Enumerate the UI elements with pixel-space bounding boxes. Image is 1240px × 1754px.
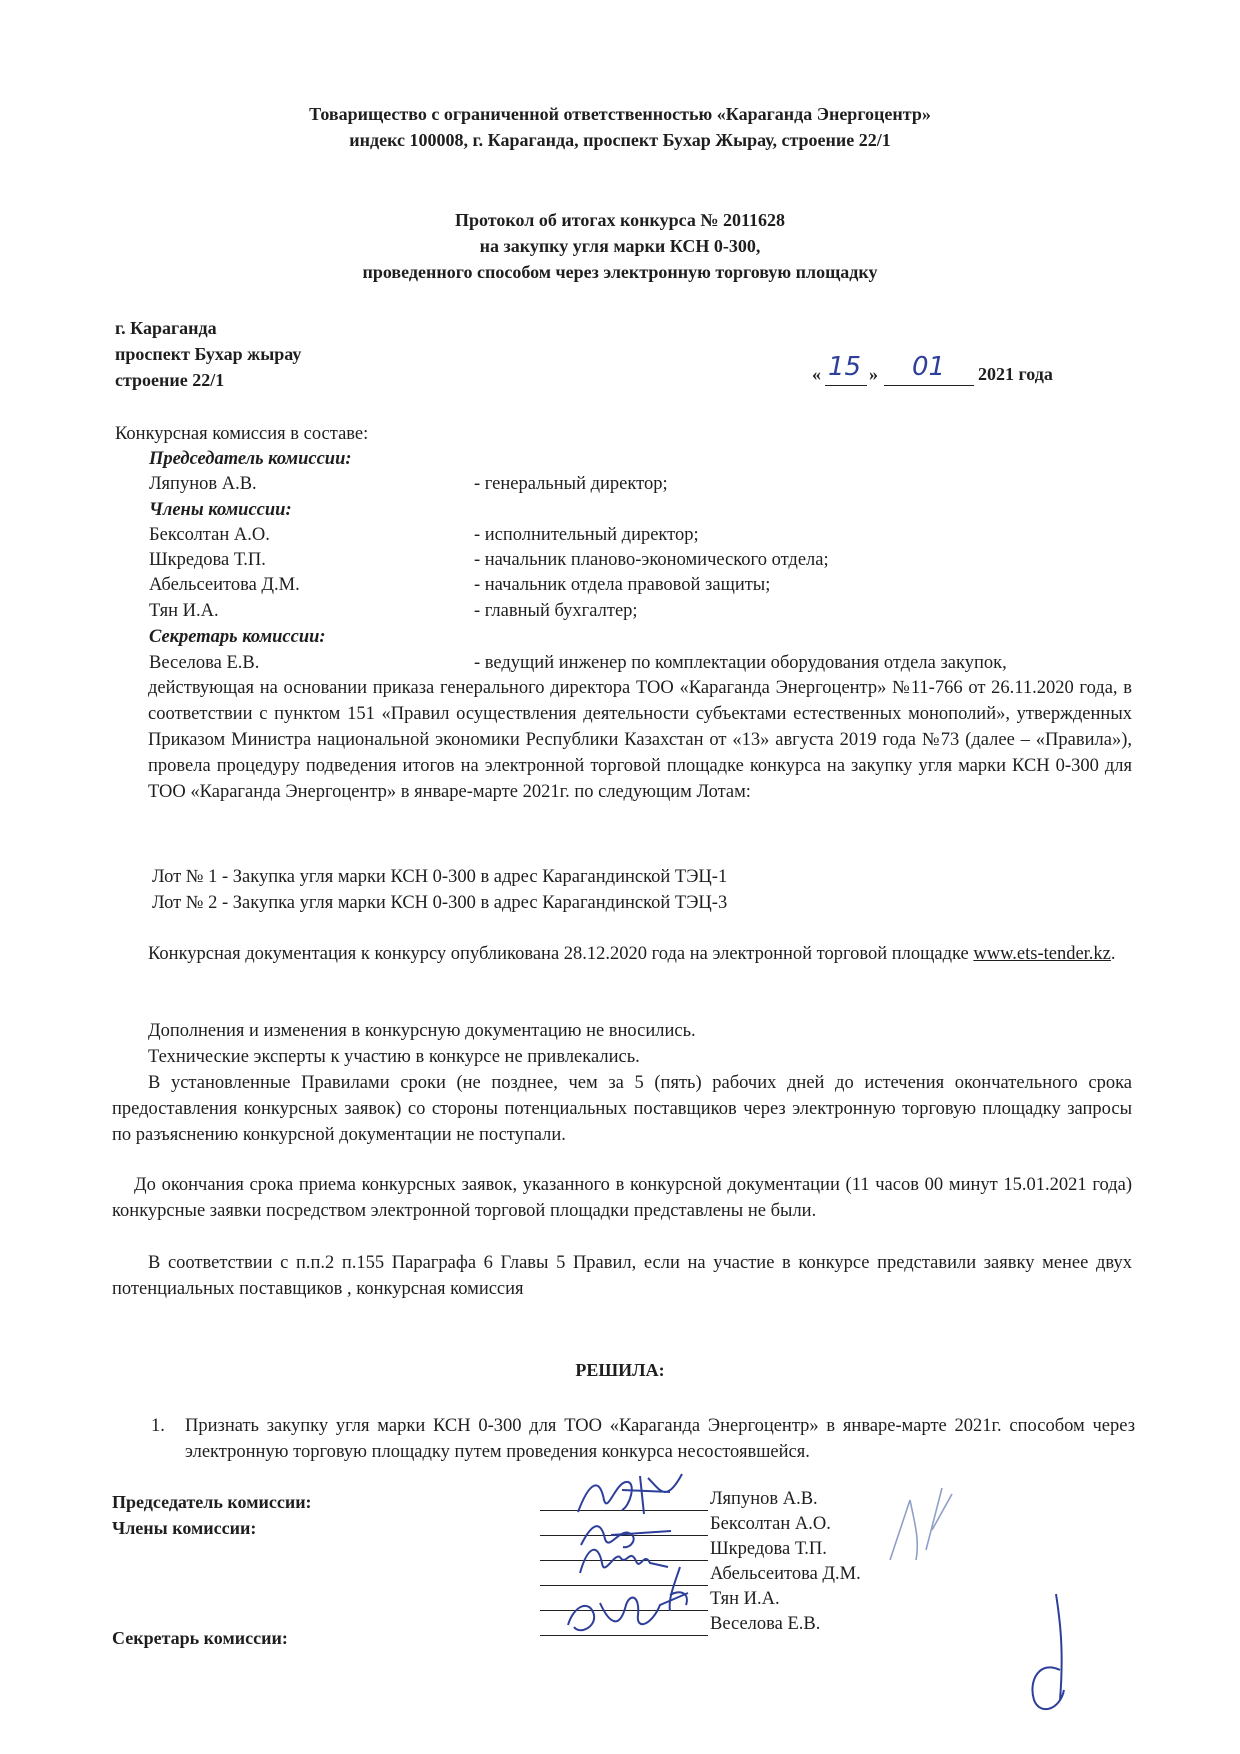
commission-intro: Конкурсная комиссия в составе: — [115, 424, 369, 444]
org-name: Товарищество с ограниченной ответственностью «Караганда Энергоцентр» — [309, 104, 931, 124]
member-role: - главный бухгалтер; — [474, 601, 638, 621]
doc-published-paragraph: Конкурсная документация к конкурсу опубликована 28.12.2020 года на электронной торговой площадке www.ets-tender.kz. — [148, 944, 1116, 964]
decision-item-number: 1. — [151, 1416, 165, 1436]
secretary-heading: Секретарь комиссии: — [149, 627, 326, 647]
date-day: 15 — [828, 352, 862, 382]
sign-chair-label: Председатель комиссии: — [112, 1492, 312, 1512]
procedure-paragraph: действующая на основании приказа генерального директора ТОО «Караганда Энергоцентр» №11-766 от 26.11.2020 года, в соответствии с пунктом 151 «Правил осуществления деятельности субъектами естественных монополий», утвержденных Приказом Министра национальной экономики Республики Казахстан от «13» августа 2019 года №73 (далее – «Правила»), провела процедуру подведения итогов на электронной торговой площадке конкурса на закупку угля марки КСН 0-300 для ТОО «Караганда Энергоцентр» в январе-марте 2021г. по следующим Лотам: — [148, 678, 1132, 802]
chair-signature-image — [570, 1470, 700, 1520]
date-year: 2021 года — [978, 364, 1053, 384]
legal-basis-paragraph: В соответствии с п.п.2 п.155 Параграфа 6 Главы 5 Правил, если на участие в конкурсе представили заявку менее двух потенциальных поставщиков , конкурсная комиссия — [112, 1253, 1132, 1299]
decision-heading: РЕШИЛА: — [575, 1360, 665, 1380]
place-street: проспект Бухар жырау — [115, 344, 302, 364]
protocol-title: Протокол об итогах конкурса № 2011628 — [455, 210, 785, 230]
signer-name: Ляпунов А.В. — [710, 1489, 818, 1509]
member-name: Бексолтан А.О. — [149, 525, 270, 545]
secretary-name: Веселова Е.В. — [149, 653, 260, 673]
org-address: индекс 100008, г. Караганда, проспект Бухар Жырау, строение 22/1 — [349, 130, 891, 150]
member-role: - исполнительный директор; — [474, 525, 699, 545]
member-role: - начальник отдела правовой защиты; — [474, 575, 771, 595]
sign-secretary-label: Секретарь комиссии: — [112, 1628, 288, 1648]
member-name: Шкредова Т.П. — [149, 550, 266, 570]
no-changes-text: Дополнения и изменения в конкурсную документацию не вносились. — [148, 1021, 696, 1041]
signer-name: Шкредова Т.П. — [710, 1539, 827, 1559]
no-experts-text: Технические эксперты к участию в конкурсе не привлекались. — [148, 1047, 640, 1067]
member-signature-image — [560, 1585, 700, 1645]
member-role: - начальник планово-экономического отдела; — [474, 550, 829, 570]
signer-name: Тян И.А. — [710, 1589, 780, 1609]
sign-members-label: Члены комиссии: — [112, 1518, 257, 1538]
secretary-initial-mark — [1020, 1590, 1090, 1720]
place-city: г. Караганда — [115, 318, 217, 338]
chair-name: Ляпунов А.В. — [149, 474, 257, 494]
date-month-underline — [884, 385, 974, 386]
protocol-method: проведенного способом через электронную торговую площадку — [362, 262, 878, 282]
signer-name: Бексолтан А.О. — [710, 1514, 831, 1534]
member-name: Тян И.А. — [149, 601, 219, 621]
tender-site-link[interactable]: www.ets-tender.kz — [973, 944, 1111, 964]
protocol-subject: на закупку угля марки КСН 0-300, — [479, 236, 761, 256]
lot-item: Лот № 2 - Закупка угля марки КСН 0-300 в адрес Карагандинской ТЭЦ-3 — [152, 893, 728, 913]
signer-name: Абельсеитова Д.М. — [710, 1564, 861, 1584]
no-requests-paragraph: В установленные Правилами сроки (не позднее, чем за 5 (пять) рабочих дней до истечения окончательного срока предоставления конкурсных заявок) со стороны потенциальных поставщиков через электронную торговую площадку запросы по разъяснению конкурсной документации не поступали. — [112, 1073, 1132, 1145]
member-name: Абельсеитова Д.М. — [149, 575, 300, 595]
date-day-underline — [825, 385, 867, 386]
no-bids-paragraph: До окончания срока приема конкурсных заявок, указанного в конкурсной документации (11 часов 00 минут 15.01.2021 года) конкурсные заявки посредством электронной торговой площадки представлены не были. — [112, 1175, 1132, 1221]
members-heading: Члены комиссии: — [149, 500, 292, 520]
signer-name: Веселова Е.В. — [710, 1614, 821, 1634]
secretary-role: - ведущий инженер по комплектации оборудования отдела закупок, — [474, 653, 1007, 673]
place-building: строение 22/1 — [115, 370, 225, 390]
chair-role: - генеральный директор; — [474, 474, 668, 494]
member-signature-image — [880, 1480, 960, 1570]
date-month: 01 — [912, 352, 946, 382]
chair-heading: Председатель комиссии: — [149, 449, 352, 469]
protocol-page: Товарищество с ограниченной ответственностью «Караганда Энергоцентр» индекс 100008, г. Караганда, проспект Бухар Жырау, строение 22/1 Протокол об итогах конкурса № 2011628 на закупку угля марки КСН 0-300, проведенного способом через электронную торговую площадку г. Караганда проспект Бухар жырау строение 22/1 « 15 » 01 2021 года Конкурсная комиссия в составе: Председатель комиссии: Ляпунов А.В. - генеральный директор; Члены комиссии: Бексолтан А.О. - исполнительный директор; Шкредова Т.П. - начальник планово-экономического отдела; Абельсеитова Д.М. - начальник отдела правовой защиты; Тян И.А. - главный бухгалтер; Секретарь комиссии: Веселова Е.В. - ведущий инженер по комплектации оборудования отдела закупок, действующая на основании приказа генерального директора ТОО «Караганда Энергоцентр» №11-766 от 26.11.2020 года, в соответствии с пунктом 151 «Правил осуществления деятельности субъектами естественных монополий», утвержденных Приказом Министра национальной экономики Республики Казахстан от «13» августа 2019 года №73 (далее – «Правила»), провела процедуру подведения итогов на электронной торговой площадке конкурса на закупку угля марки КСН 0-300 для ТОО «Караганда Энергоцентр» в январе-марте 2021г. по следующим Лотам: Лот № 1 - Закупка угля марки КСН 0-300 в адрес Карагандинской ТЭЦ-1 Лот № 2 - Закупка угля марки КСН 0-300 в адрес Карагандинской ТЭЦ-3 Конкурсная документация к конкурсу опубликована 28.12.2020 года на электронной торговой площадке www.ets-tender.kz. Дополнения и изменения в конкурсную документацию не вносились. Технические эксперты к участию в конкурсе не привлекались. В установленные Правилами сроки (не позднее, чем за 5 (пять) рабочих дней до истечения окончательного срока предоставления конкурсных заявок) со стороны потенциальных поставщиков через электронную торговую площадку запросы по разъяснению конкурсной документации не поступали. До окончания срока приема конкурсных заявок, указанного в конкурсной документации (11 часов 00 минут 15.01.2021 года) конкурсные заявки посредством электронной торговой площадки представлены не были. В соответствии с п.п.2 п.155 Параграфа 6 Главы 5 Правил, если на участие в конкурсе представили заявку менее двух потенциальных поставщиков , конкурсная комиссия РЕШИЛА: 1. Признать закупку угля марки КСН 0-300 для ТОО «Караганда Энергоцентр» в январе-марте 2021г. способом через электронную торговую площадку путем проведения конкурса несостоявшейся. Председатель комиссии: Члены комиссии: Секретарь комиссии: Ляпунов А.В. Бексолтан А.О. Шкредова Т.П. Абельсеитова Д.М. Тян И.А. Веселова Е.В. — [0, 0, 1240, 1754]
lot-item: Лот № 1 - Закупка угля марки КСН 0-300 в адрес Карагандинской ТЭЦ-1 — [152, 867, 728, 887]
decision-item-text: Признать закупку угля марки КСН 0-300 для ТОО «Караганда Энергоцентр» в январе-марте 2021г. способом через электронную торговую площадку путем проведения конкурса несостоявшейся. — [185, 1416, 1135, 1462]
